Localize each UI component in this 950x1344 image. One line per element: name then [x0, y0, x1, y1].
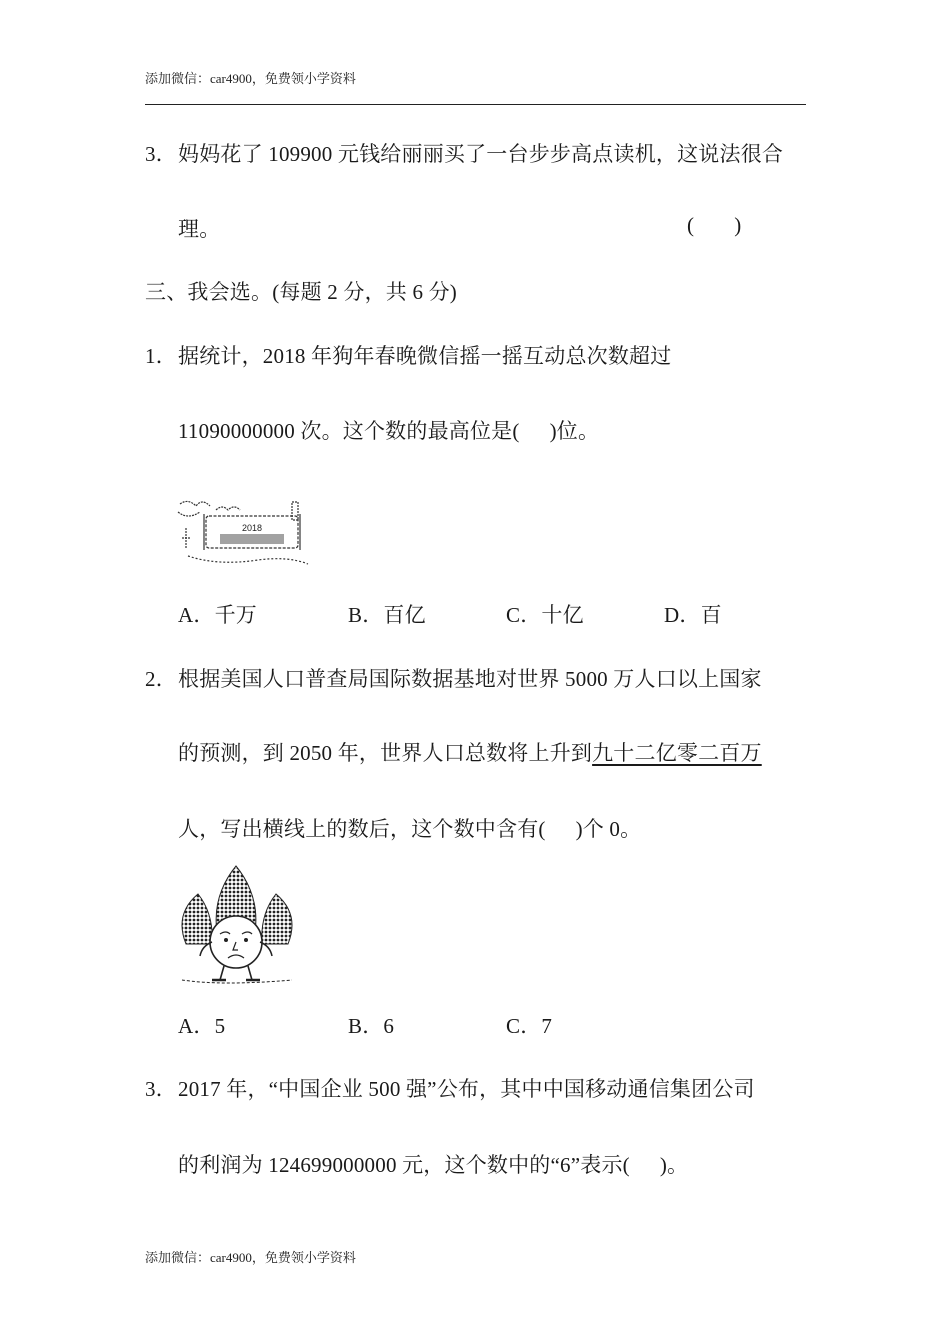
- q2-number: 2．: [145, 667, 177, 691]
- q1-option-a[interactable]: A．千万: [178, 603, 257, 627]
- paren-close: ): [734, 213, 742, 237]
- overpopulated-globe-illustration: [176, 858, 298, 986]
- page-header: 添加微信：car4900，免费领小学资料: [145, 71, 356, 86]
- q3-number: 3．: [145, 1077, 177, 1101]
- q1-line2: 11090000000 次。这个数的最高位是( )位。: [178, 419, 600, 443]
- q1-option-d[interactable]: D．百: [664, 603, 722, 627]
- q1-number: 1．: [145, 344, 177, 368]
- q3-line2: 的利润为 124699000000 元，这个数中的“6”表示( )。: [178, 1153, 689, 1177]
- q2-line3: 人，写出横线上的数后，这个数中含有( )个 0。: [178, 817, 642, 841]
- q2-option-c[interactable]: C．7: [506, 1014, 553, 1038]
- judge-q3-line1: 妈妈花了 109900 元钱给丽丽买了一台步步高点读机，这说法很合: [178, 142, 784, 166]
- q2-option-b[interactable]: B．6: [348, 1014, 395, 1038]
- judge-q3-line2: 理。: [178, 217, 221, 241]
- judge-q3-answer-blank[interactable]: [687, 213, 741, 238]
- spring-festival-illustration: [176, 498, 318, 570]
- q2-option-a[interactable]: A．5: [178, 1014, 226, 1038]
- header-divider: [145, 104, 806, 105]
- q2-line2: 的预测，到 2050 年，世界人口总数将上升到九十二亿零二百万: [178, 741, 762, 765]
- scroll-banner: [220, 534, 284, 544]
- illustration-year: 2018: [241, 523, 263, 533]
- section-heading: 三、我会选。(每题 2 分，共 6 分): [145, 280, 457, 304]
- paren-open: (: [687, 213, 695, 237]
- q1-option-b[interactable]: B．百亿: [348, 603, 426, 627]
- q2-line1: 根据美国人口普查局国际数据基地对世界 5000 万人口以上国家: [178, 667, 762, 691]
- q3-line1: 2017 年，“中国企业 500 强”公布，其中中国移动通信集团公司: [178, 1077, 755, 1101]
- q1-line1: 据统计，2018 年狗年春晚微信摇一摇互动总次数超过: [178, 344, 672, 368]
- judge-q3-number: 3．: [145, 142, 177, 166]
- q1-option-c[interactable]: C．十亿: [506, 603, 584, 627]
- page-footer: 添加微信：car4900，免费领小学资料: [145, 1250, 356, 1265]
- q2-underlined-number: 九十二亿零二百万: [592, 741, 762, 765]
